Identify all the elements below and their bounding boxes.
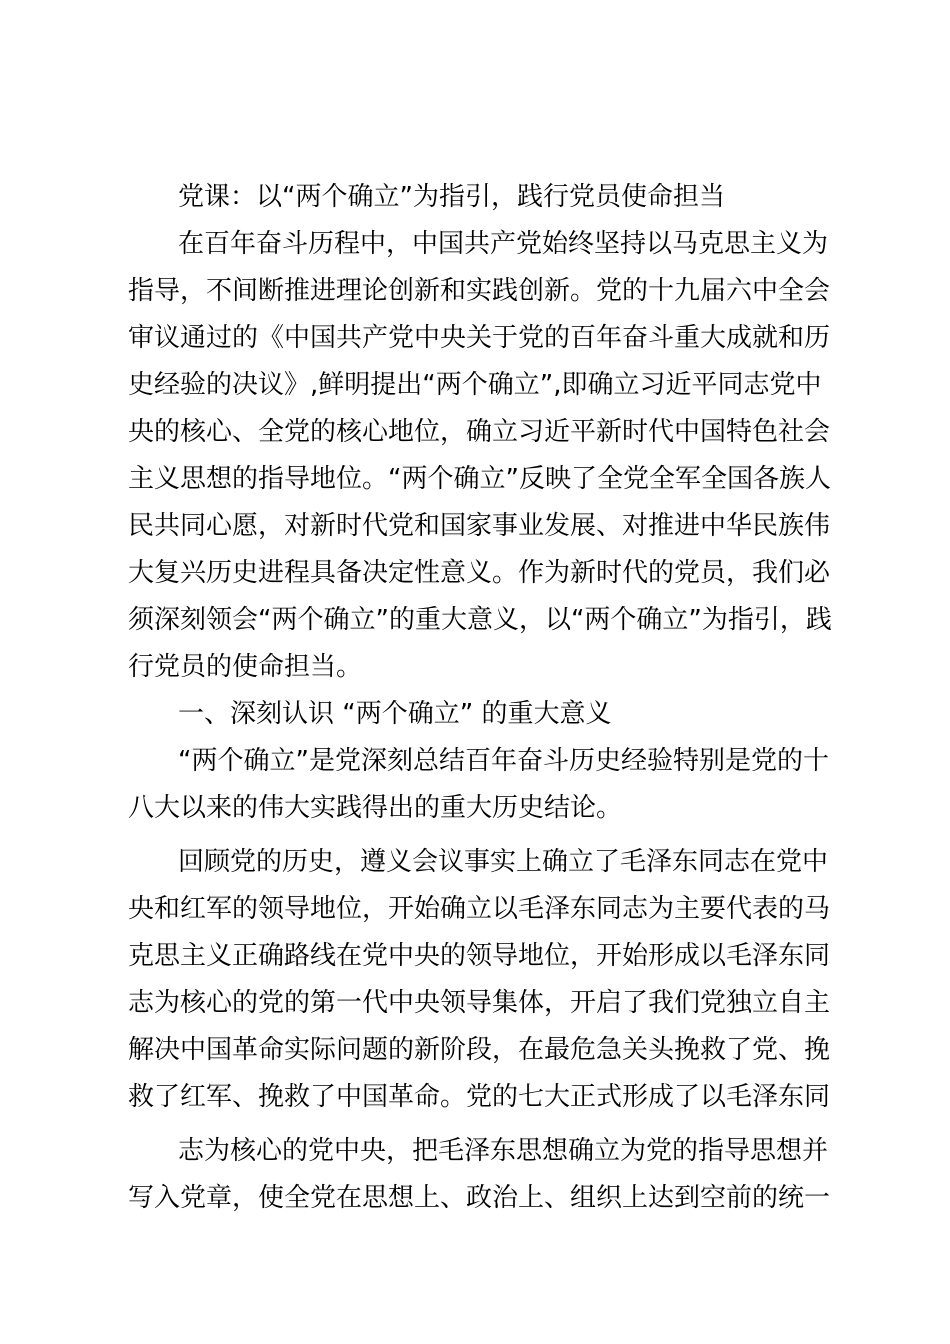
paragraph-line: 主义思想的指导地位。“两个确立”反映了全党全军全国各族人 <box>128 464 831 494</box>
paragraph-line: “两个确立”是党深刻总结百年奋斗历史经验特别是党的十 <box>178 746 829 776</box>
paragraph-line: 回顾党的历史，遵义会议事实上确立了毛泽东同志在党中 <box>178 847 829 877</box>
paragraph-gap <box>128 1121 820 1128</box>
paragraph-line: 指导，不间断推进理论创新和实践创新。党的十九届六中全会 <box>128 276 831 306</box>
paragraph-line: 行党员的使命担当。 <box>128 652 363 682</box>
paragraph-gap <box>128 832 820 839</box>
paragraph-line: 史经验的决议》,鲜明提出“两个确立”,即确立习近平同志党中 <box>128 370 822 400</box>
paragraph-line: 须深刻领会“两个确立”的重大意义，以“两个确立”为指引，践 <box>128 605 832 635</box>
paragraph-intro <box>128 221 832 691</box>
paragraph-line: 央和红军的领导地位，开始确立以毛泽东同志为主要代表的马 <box>128 894 831 924</box>
paragraph-line: 克思主义正确路线在党中央的领导地位，开始形成以毛泽东同 <box>128 941 831 971</box>
paragraph-line: 八大以来的伟大实践得出的重大历史结论。 <box>128 793 623 823</box>
section-heading: 一、深刻认识 “两个确立” 的重大意义 <box>178 699 612 729</box>
paragraph-significance <box>128 738 829 832</box>
paragraph-line: 解决中国革命实际问题的新阶段，在最危急关头挽救了党、挽 <box>128 1035 831 1065</box>
paragraph-line: 救了红军、挽救了中国革命。党的七大正式形成了以毛泽东同 <box>128 1082 831 1112</box>
document-body <box>128 174 832 1222</box>
paragraph-history <box>128 839 831 1121</box>
paragraph-line: 志为核心的党的第一代中央领导集体，开启了我们党独立自主 <box>128 988 831 1018</box>
paragraph-line: 央的核心、全党的核心地位，确立习近平新时代中国特色社会 <box>128 417 831 447</box>
paragraph-line: 写入党章，使全党在思想上、政治上、组织上达到空前的统一 <box>128 1183 831 1213</box>
paragraph-line: 审议通过的《中国共产党中央关于党的百年奋斗重大成就和历 <box>128 323 831 353</box>
paragraph-continuation <box>128 1128 831 1222</box>
paragraph-line: 大复兴历史进程具备决定性意义。作为新时代的党员，我们必 <box>128 558 831 588</box>
document-title: 党课：以“两个确立”为指引，践行党员使命担当 <box>178 182 725 212</box>
paragraph-line: 民共同心愿，对新时代党和国家事业发展、对推进中华民族伟 <box>128 511 831 541</box>
paragraph-line: 在百年奋斗历程中，中国共产党始终坚持以马克思主义为 <box>178 229 829 259</box>
paragraph-line: 志为核心的党中央，把毛泽东思想确立为党的指导思想并 <box>178 1136 829 1166</box>
